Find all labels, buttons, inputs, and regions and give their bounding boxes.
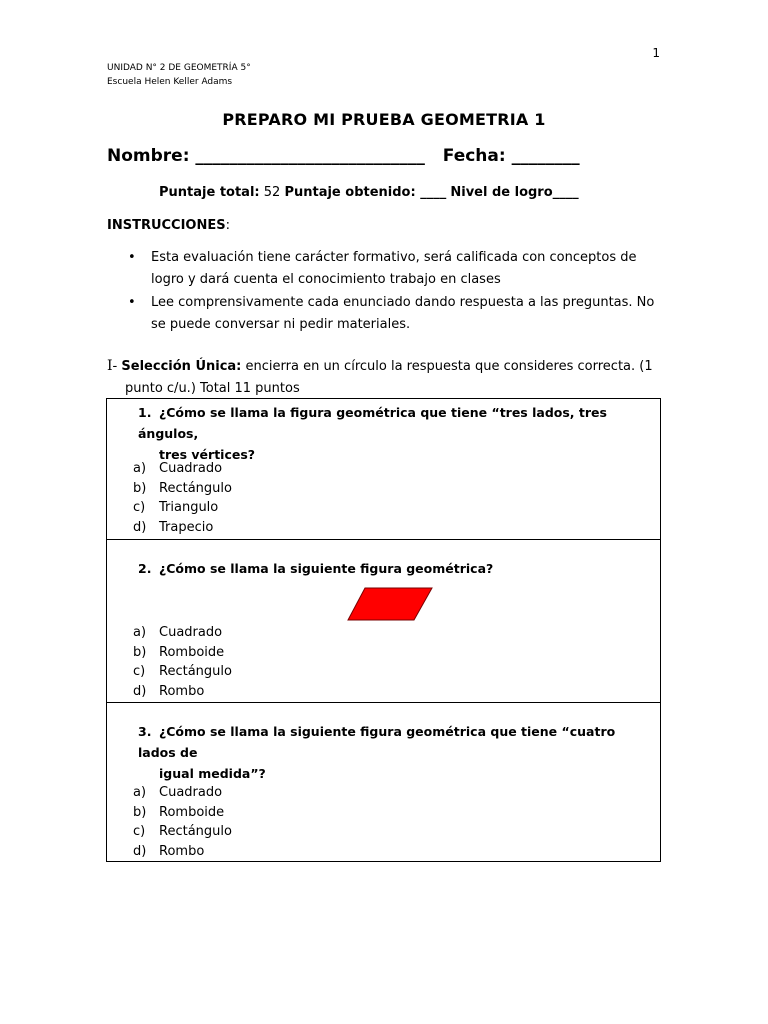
question-number: 1. xyxy=(138,405,152,420)
option-letter: c) xyxy=(133,824,146,840)
option-text: Rombo xyxy=(159,844,205,860)
question-line: tres vértices? xyxy=(159,447,256,462)
option-text: Rectángulo xyxy=(159,664,232,680)
question-line: ¿Cómo se llama la siguiente figura geométrica que tiene “cuatro lados de xyxy=(138,724,616,760)
document-header xyxy=(107,61,251,89)
option-d[interactable] xyxy=(133,842,232,862)
name-date-row xyxy=(107,146,580,166)
section-text-continued: punto c/u.) Total 11 puntos xyxy=(125,381,300,396)
question-cell xyxy=(107,539,660,702)
options-list xyxy=(133,459,232,538)
instructions-list xyxy=(107,247,663,337)
total-score-value: 52 xyxy=(263,185,281,200)
option-letter: a) xyxy=(133,785,147,800)
name-field[interactable]: Nombre: ___________________________ xyxy=(107,146,425,166)
option-a[interactable] xyxy=(133,459,232,479)
option-letter: b) xyxy=(133,644,147,660)
option-b[interactable] xyxy=(133,643,232,663)
instruction-text: Lee comprensivamente cada enunciado dando respuesta a las preguntas. No se puede conversar ni pedir materiales. xyxy=(151,295,655,332)
option-b[interactable] xyxy=(133,479,232,499)
romboid-shape xyxy=(348,588,432,620)
option-text: Romboide xyxy=(159,804,225,820)
instructions-title: INSTRUCCIONES xyxy=(107,218,226,233)
question-text xyxy=(138,721,650,784)
option-c[interactable] xyxy=(133,498,232,518)
question-text xyxy=(138,558,650,579)
instruction-text: Esta evaluación tiene carácter formativo, será calificada con conceptos de logro y dará cuenta el conocimiento trabajo en clases xyxy=(151,250,637,287)
option-text: Romboide xyxy=(159,644,225,660)
achievement-level-field[interactable]: Nivel de logro____ xyxy=(450,185,579,200)
section-heading xyxy=(107,355,663,400)
option-text: Rectángulo xyxy=(159,480,232,496)
option-d[interactable] xyxy=(133,518,232,538)
option-a[interactable] xyxy=(133,623,232,643)
question-line: ¿Cómo se llama la siguiente figura geométrica? xyxy=(159,561,494,576)
option-letter: d) xyxy=(133,844,147,860)
option-letter: c) xyxy=(133,500,146,516)
romboid-shape-icon xyxy=(347,587,433,621)
section-number: I- xyxy=(107,358,118,374)
section-label: Selección Única: xyxy=(121,359,242,374)
option-letter: b) xyxy=(133,804,147,820)
options-list xyxy=(133,783,232,862)
bullet-icon: • xyxy=(128,295,136,310)
question-cell xyxy=(107,702,660,861)
option-d[interactable] xyxy=(133,682,232,702)
instruction-item xyxy=(107,292,663,336)
option-text: Rombo xyxy=(159,684,205,700)
page-number: 1 xyxy=(652,46,660,60)
header-unit: UNIDAD N° 2 DE GEOMETRÍA 5° xyxy=(107,63,251,73)
instruction-item xyxy=(107,247,663,291)
option-letter: d) xyxy=(133,684,147,700)
option-text: Cuadrado xyxy=(159,785,223,800)
page-title: PREPARO MI PRUEBA GEOMETRIA 1 xyxy=(222,110,546,129)
option-text: Trapecio xyxy=(159,520,214,536)
section-text: encierra en un círculo la respuesta que consideres correcta. (1 xyxy=(241,359,653,374)
option-c[interactable] xyxy=(133,662,232,682)
option-letter: c) xyxy=(133,664,146,680)
section-line xyxy=(107,355,663,378)
bullet-icon: • xyxy=(128,250,136,265)
question-cell xyxy=(107,399,660,539)
option-letter: b) xyxy=(133,480,147,496)
question-line: igual medida”? xyxy=(159,766,266,781)
question-text xyxy=(138,402,650,465)
date-field[interactable]: Fecha: ________ xyxy=(442,146,580,166)
question-number: 3. xyxy=(138,724,152,739)
option-text: Triangulo xyxy=(159,500,219,516)
question-number: 2. xyxy=(138,561,152,576)
option-letter: a) xyxy=(133,461,147,476)
instructions-heading xyxy=(107,218,230,233)
header-school: Escuela Helen Keller Adams xyxy=(107,77,233,87)
option-b[interactable] xyxy=(133,803,232,823)
question-line: ¿Cómo se llama la figura geométrica que tiene “tres lados, tres ángulos, xyxy=(138,405,607,441)
instructions-colon: : xyxy=(225,218,230,233)
option-letter: a) xyxy=(133,625,147,640)
option-a[interactable] xyxy=(133,783,232,803)
total-score-label: Puntaje total: xyxy=(159,185,260,200)
option-text: Rectángulo xyxy=(159,824,232,840)
option-letter: d) xyxy=(133,520,147,536)
obtained-score-field[interactable]: Puntaje obtenido: ____ xyxy=(284,185,447,200)
questions-table xyxy=(106,398,661,862)
parallelogram-figure xyxy=(347,587,433,625)
option-text: Cuadrado xyxy=(159,625,223,640)
score-row xyxy=(159,185,579,200)
option-c[interactable] xyxy=(133,822,232,842)
option-text: Cuadrado xyxy=(159,461,223,476)
options-list xyxy=(133,623,232,702)
